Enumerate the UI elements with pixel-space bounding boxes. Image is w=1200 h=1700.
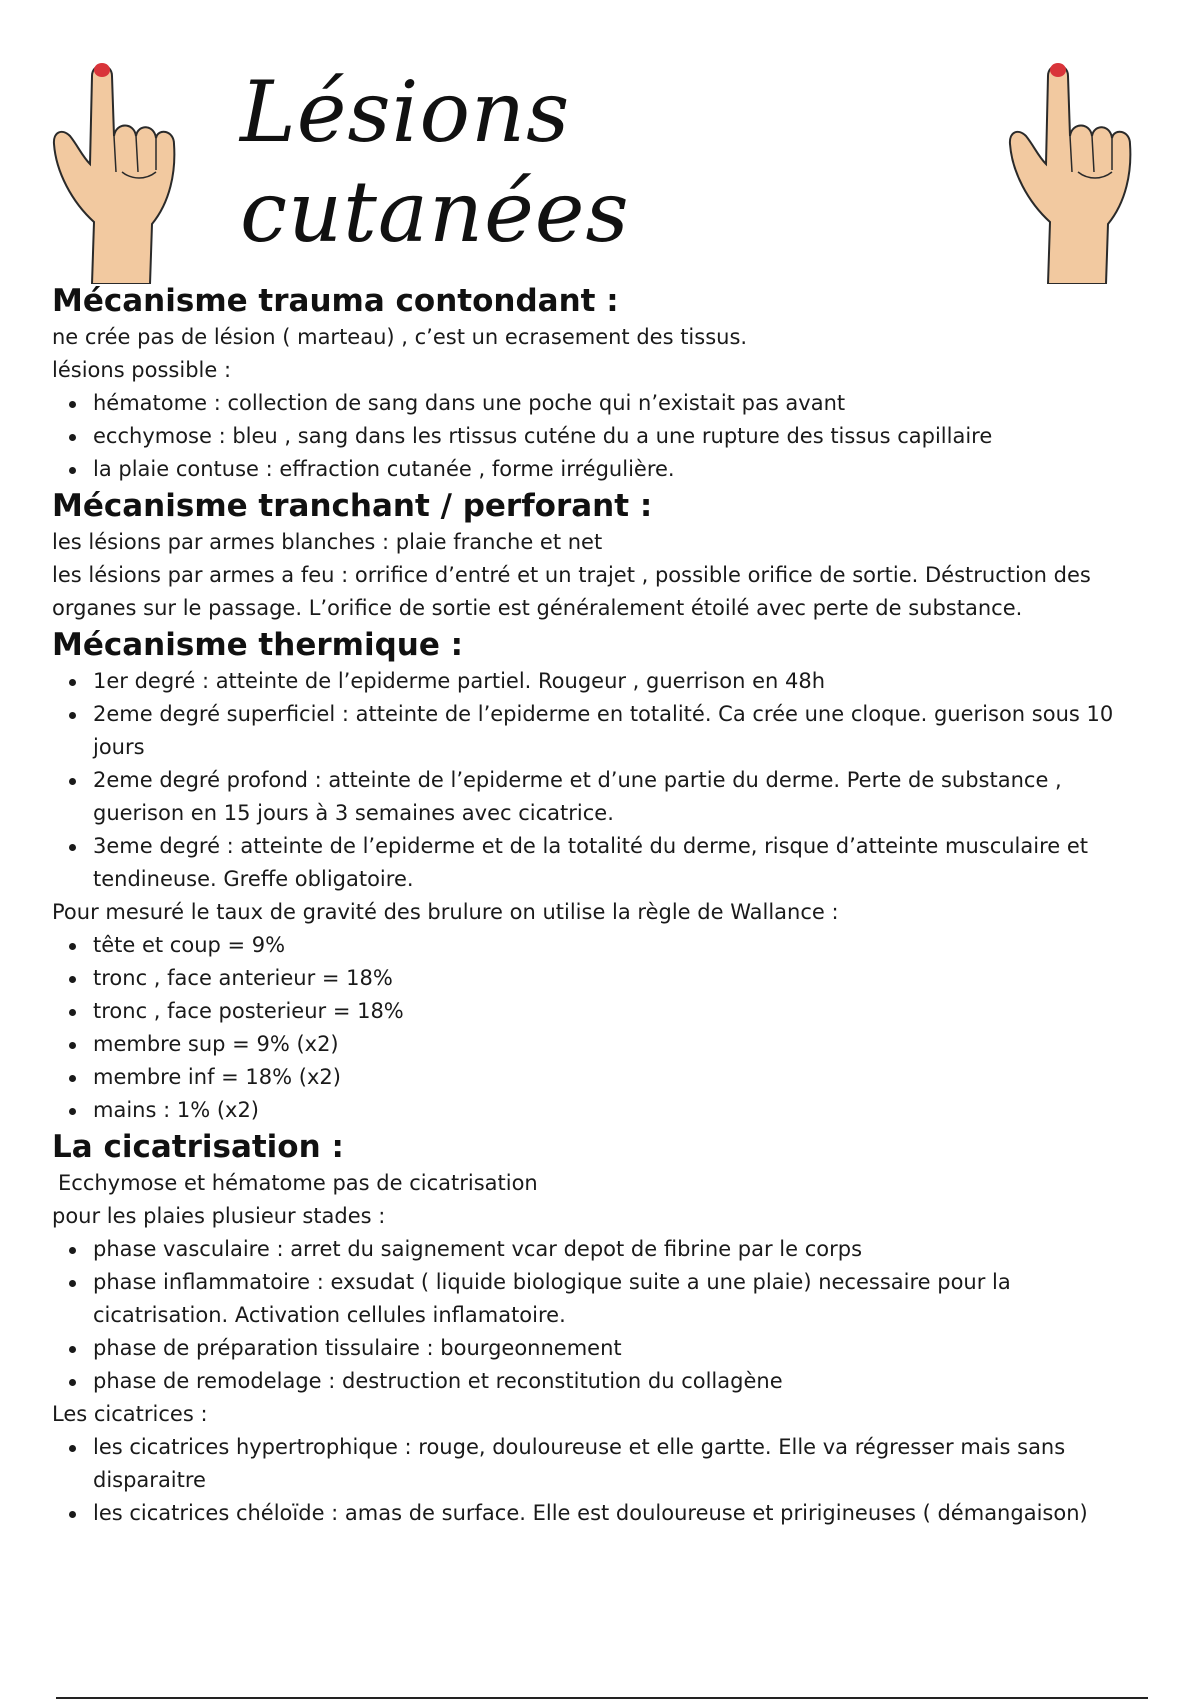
bullet-list: [52, 387, 1152, 486]
list-item: phase vasculaire : arret du saignement vcar depot de fibrine par le corps: [93, 1233, 1152, 1266]
list-item: les cicatrices hypertrophique : rouge, douloureuse et elle gartte. Elle va régresser mais sans disparaitre: [93, 1431, 1152, 1497]
paragraph: Ecchymose et hématome pas de cicatrisation: [58, 1171, 538, 1195]
paragraph: pour les plaies plusieur stades :: [52, 1204, 386, 1228]
list-item: membre inf = 18% (x2): [93, 1061, 1152, 1094]
list-item: ecchymose : bleu , sang dans les rtissus cuténe du a une rupture des tissus capillaire: [93, 420, 1152, 453]
list-item: tronc , face anterieur = 18%: [93, 962, 1152, 995]
list-item: mains : 1% (x2): [93, 1094, 1152, 1127]
list-item: hématome : collection de sang dans une poche qui n’existait pas avant: [93, 387, 1152, 420]
paragraph: ne crée pas de lésion ( marteau) , c’est un ecrasement des tissus.: [52, 325, 748, 349]
list-item: 1er degré : atteinte de l’epiderme partiel. Rougeur , guerrison en 48h: [93, 665, 1152, 698]
list-item: les cicatrices chéloïde : amas de surface. Elle est douloureuse et pririgineuses ( démangaison): [93, 1497, 1152, 1530]
paragraph: Les cicatrices :: [52, 1402, 208, 1426]
paragraph: lésions possible :: [52, 358, 232, 382]
list-item: membre sup = 9% (x2): [93, 1028, 1152, 1061]
document-body: [52, 281, 1152, 1530]
section-heading-healing: La cicatrisation :: [52, 1129, 344, 1165]
pointing-hand-icon: [52, 52, 192, 284]
list-item: phase de préparation tissulaire : bourgeonnement: [93, 1332, 1152, 1365]
bullet-list: [52, 929, 1152, 1127]
paragraph: les lésions par armes a feu : orrifice d’entré et un trajet , possible orifice de sortie. Déstruction des organes sur le passage. L’orifice de sortie est généralement étoilé avec perte de substance.: [52, 563, 1091, 620]
section-heading-sharp: Mécanisme tranchant / perforant :: [52, 488, 653, 524]
list-item: 2eme degré superficiel : atteinte de l’epiderme en totalité. Ca crée une cloque. guerison sous 10 jours: [93, 698, 1152, 764]
list-item: 3eme degré : atteinte de l’epiderme et de la totalité du derme, risque d’atteinte musculaire et tendineuse. Greffe obligatoire.: [93, 830, 1152, 896]
section-heading-blunt: Mécanisme trauma contondant :: [52, 283, 619, 319]
list-item: 2eme degré profond : atteinte de l’epiderme et d’une partie du derme. Perte de substance , guerison en 15 jours à 3 semaines avec cicatrice.: [93, 764, 1152, 830]
bullet-list: [52, 1431, 1152, 1530]
bullet-list: [52, 665, 1152, 896]
paragraph: Pour mesuré le taux de gravité des brulure on utilise la règle de Wallance :: [52, 900, 839, 924]
list-item: phase de remodelage : destruction et reconstitution du collagène: [93, 1365, 1152, 1398]
list-item: la plaie contuse : effraction cutanée , forme irrégulière.: [93, 453, 1152, 486]
section-heading-thermal: Mécanisme thermique :: [52, 627, 464, 663]
bullet-list: [52, 1233, 1152, 1398]
list-item: tronc , face posterieur = 18%: [93, 995, 1152, 1028]
list-item: phase inflammatoire : exsudat ( liquide biologique suite a une plaie) necessaire pour la cicatrisation. Activation cellules inflamatoire.: [93, 1266, 1152, 1332]
pointing-hand-icon: [1008, 52, 1148, 284]
paragraph: les lésions par armes blanches : plaie franche et net: [52, 530, 603, 554]
page-divider: [56, 1697, 1148, 1699]
list-item: tête et coup = 9%: [93, 929, 1152, 962]
page-title: Lésions cutanées: [240, 63, 630, 261]
